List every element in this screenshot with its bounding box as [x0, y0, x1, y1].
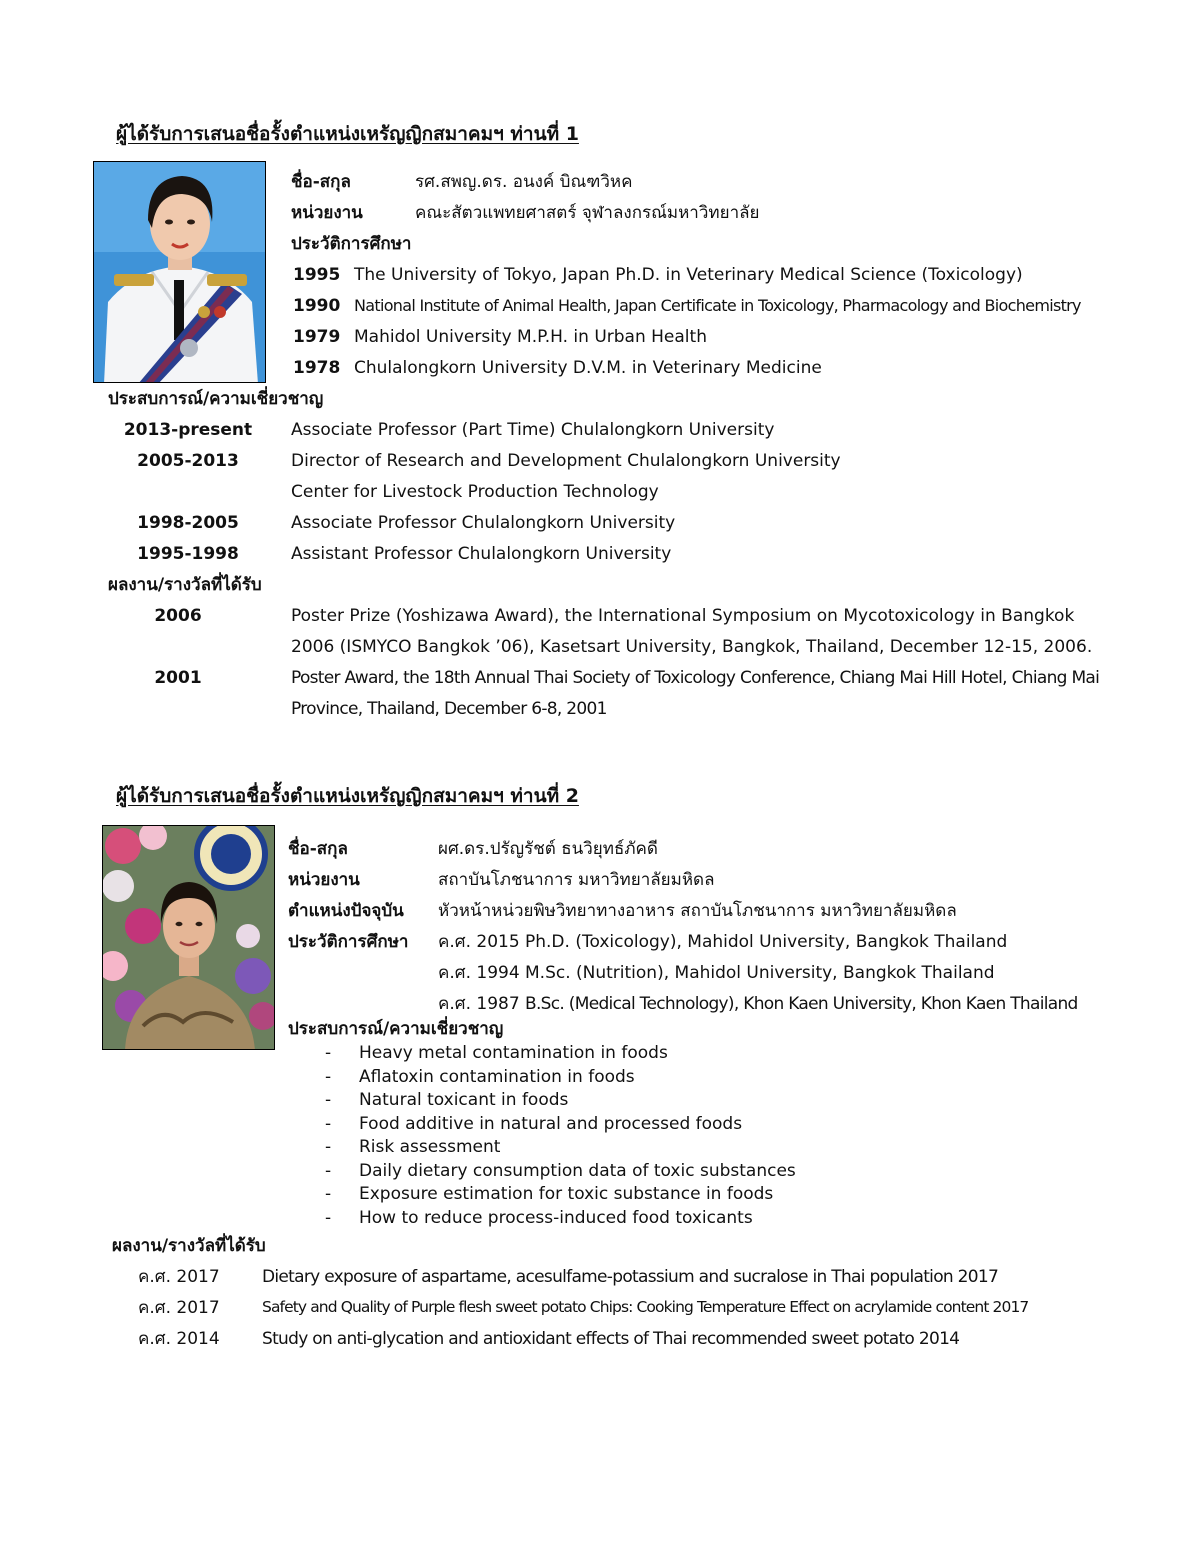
bullet-dash: - — [325, 1067, 332, 1087]
nominee1-edu-text: Mahidol University M.P.H. in Urban Health — [354, 327, 707, 347]
nominee2-edu-text: B.Sc. (Medical Technology), Khon Kaen University, Khon Kaen Thailand — [525, 994, 1078, 1014]
nominee1-award-year: 2001 — [154, 668, 202, 688]
nominee2-award-text: Safety and Quality of Purple flesh sweet potato Chips: Cooking Temperature Effect on acrylamide content 2017 — [262, 1298, 1029, 1316]
nominee2-edu-year: ค.ศ. 1994 — [438, 963, 520, 983]
nominee1-award-text: Province, Thailand, December 6-8, 2001 — [291, 699, 607, 719]
nominee1-photo — [93, 161, 266, 383]
nominee1-name-label: ชื่อ-สกุล — [291, 172, 351, 192]
nominee2-exp-item: Daily dietary consumption data of toxic substances — [359, 1161, 796, 1181]
nominee1-exp-year: 1995-1998 — [137, 544, 239, 564]
bullet-dash: - — [325, 1184, 332, 1204]
nominee2-award-text: Study on anti-glycation and antioxidant effects of Thai recommended sweet potato 2014 — [262, 1329, 960, 1349]
nominee2-position-label: ตำแหน่งปัจจุบัน — [288, 901, 404, 921]
nominee1-award-text: Poster Prize (Yoshizawa Award), the International Symposium on Mycotoxicology in Bangkok — [291, 606, 1075, 626]
nominee1-edu-year: 1990 — [293, 296, 341, 316]
nominee1-edu-year: 1995 — [293, 265, 341, 285]
nominee1-exp-year: 2013-present — [123, 420, 253, 440]
nominee1-edu-text: Chulalongkorn University D.V.M. in Veterinary Medicine — [354, 358, 822, 378]
nominee2-award-year: ค.ศ. 2014 — [138, 1329, 220, 1349]
nominee2-exp-item: Heavy metal contamination in foods — [359, 1043, 668, 1063]
nominee2-award-text: Dietary exposure of aspartame, acesulfame-potassium and sucralose in Thai population 2017 — [262, 1267, 999, 1287]
nominee1-unit: คณะสัตวแพทยศาสตร์ จุฬาลงกรณ์มหาวิทยาลัย — [415, 203, 760, 223]
nominee1-edu-text: The University of Tokyo, Japan Ph.D. in Veterinary Medical Science (Toxicology) — [354, 265, 1023, 285]
nominee1-award-year: 2006 — [154, 606, 202, 626]
nominee2-name: ผศ.ดร.ปรัญรัชต์ ธนวิยุทธ์ภัคดี — [438, 839, 658, 859]
nominee1-education-label: ประวัติการศึกษา — [291, 234, 412, 254]
bullet-dash: - — [325, 1208, 332, 1228]
bullet-dash: - — [325, 1090, 332, 1110]
bullet-dash: - — [325, 1137, 332, 1157]
bullet-dash: - — [325, 1114, 332, 1134]
nominee1-exp-text: Center for Livestock Production Technology — [291, 482, 659, 502]
nominee2-exp-item: Aflatoxin contamination in foods — [359, 1067, 635, 1087]
nominee2-exp-item: Food additive in natural and processed foods — [359, 1114, 743, 1134]
nominee1-award-text: Poster Award, the 18th Annual Thai Society of Toxicology Conference, Chiang Mai Hill Hotel, Chiang Mai — [291, 668, 1100, 688]
nominee2-education-label: ประวัติการศึกษา — [288, 932, 409, 952]
nominee2-unit: สถาบันโภชนาการ มหาวิทยาลัยมหิดล — [438, 870, 715, 890]
nominee2-exp-item: How to reduce process-induced food toxicants — [359, 1208, 753, 1228]
bullet-dash: - — [325, 1043, 332, 1063]
nominee1-awards-label: ผลงาน/รางวัลที่ได้รับ — [108, 575, 262, 595]
nominee1-exp-text: Associate Professor Chulalongkorn University — [291, 513, 676, 533]
nominee2-edu-text: M.Sc. (Nutrition), Mahidol University, Bangkok Thailand — [525, 963, 995, 983]
nominee2-exp-item: Risk assessment — [359, 1137, 501, 1157]
nominee1-award-text: 2006 (ISMYCO Bangkok ’06), Kasetsart University, Bangkok, Thailand, December 12-15, 2006. — [291, 637, 1093, 657]
nominee1-exp-year: 1998-2005 — [137, 513, 239, 533]
nominee2-photo — [102, 825, 275, 1050]
nominee1-exp-text: Associate Professor (Part Time) Chulalongkorn University — [291, 420, 775, 440]
nominee1-unit-label: หน่วยงาน — [291, 203, 363, 223]
nominee2-unit-label: หน่วยงาน — [288, 870, 360, 890]
nominee2-awards-label: ผลงาน/รางวัลที่ได้รับ — [112, 1236, 266, 1256]
nominee1-exp-text: Assistant Professor Chulalongkorn University — [291, 544, 672, 564]
nominee2-heading: ผู้ได้รับการเสนอชื่อรั้งตำแหน่งเหรัญญิกสมาคมฯ ท่านที่ 2 — [116, 785, 579, 807]
nominee1-name: รศ.สพญ.ดร. อนงค์ บิณฑวิหค — [415, 172, 633, 192]
nominee2-position: หัวหน้าหน่วยพิษวิทยาทางอาหาร สถาบันโภชนาการ มหาวิทยาลัยมหิดล — [438, 901, 957, 921]
nominee2-award-year: ค.ศ. 2017 — [138, 1298, 220, 1318]
nominee2-exp-item: Natural toxicant in foods — [359, 1090, 569, 1110]
nominee2-exp-item: Exposure estimation for toxic substance in foods — [359, 1184, 774, 1204]
nominee1-exp-year: 2005-2013 — [137, 451, 239, 471]
nominee2-edu-year: ค.ศ. 1987 — [438, 994, 520, 1014]
nominee2-edu-year: ค.ศ. 2015 — [438, 932, 520, 952]
nominee2-name-label: ชื่อ-สกุล — [288, 839, 348, 859]
nominee2-award-year: ค.ศ. 2017 — [138, 1267, 220, 1287]
nominee2-experience-label: ประสบการณ์/ความเชี่ยวชาญ — [288, 1019, 504, 1039]
bullet-dash: - — [325, 1161, 332, 1181]
nominee1-edu-text: National Institute of Animal Health, Japan Certificate in Toxicology, Pharmacology and Biochemistry — [354, 296, 1081, 315]
nominee2-edu-text: Ph.D. (Toxicology), Mahidol University, Bangkok Thailand — [525, 932, 1008, 952]
nominee1-experience-label: ประสบการณ์/ความเชี่ยวชาญ — [108, 389, 324, 409]
nominee1-edu-year: 1978 — [293, 358, 341, 378]
nominee1-exp-text: Director of Research and Development Chulalongkorn University — [291, 451, 841, 471]
nominee1-heading: ผู้ได้รับการเสนอชื่อรั้งตำแหน่งเหรัญญิกสมาคมฯ ท่านที่ 1 — [116, 123, 579, 145]
nominee1-edu-year: 1979 — [293, 327, 341, 347]
